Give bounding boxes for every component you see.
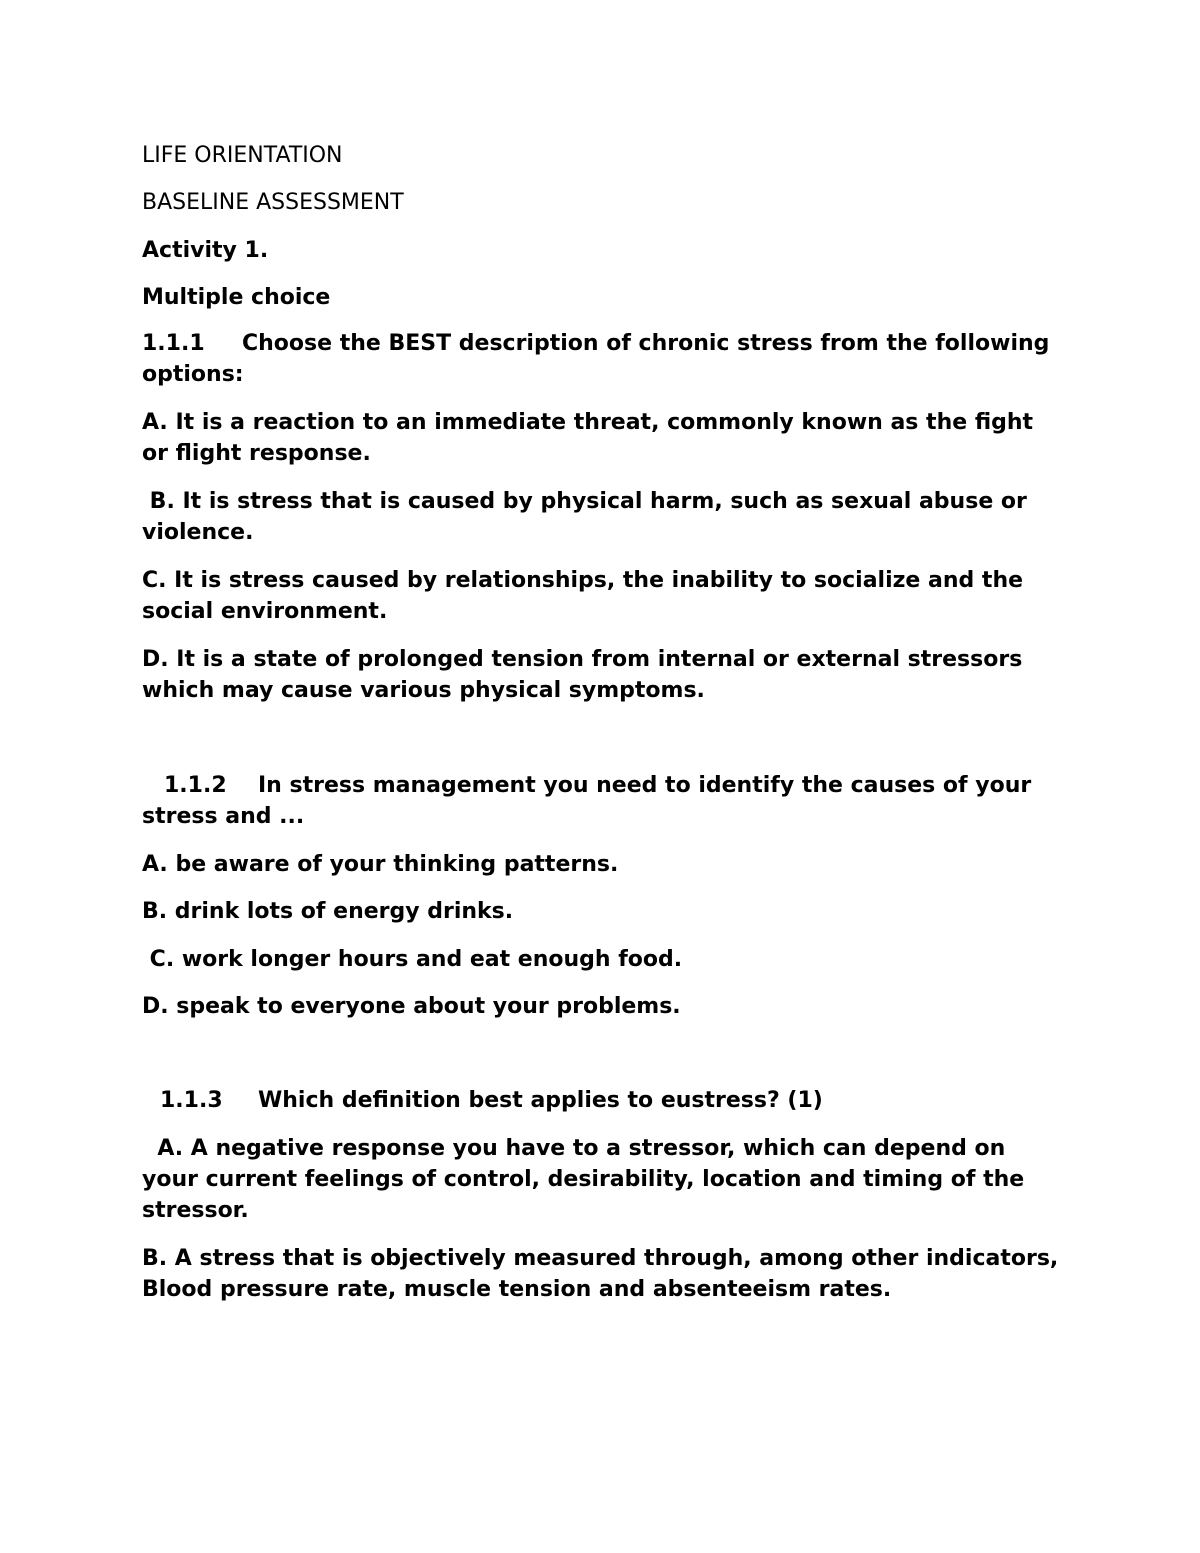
option-1-1-3-a: A. A negative response you have to a stressor, which can depend on your current feelings of control, desirability, location and timing of the stressor. xyxy=(142,1136,1032,1223)
question-prompt: In stress management you need to identify the causes of your stress and ... xyxy=(142,773,1039,829)
option-1-1-2-c: C. work longer hours and eat enough food. xyxy=(142,947,683,972)
option-1-1-1-a: A. It is a reaction to an immediate threat, commonly known as the fight or flight response. xyxy=(142,410,1041,466)
question-1-1-3 xyxy=(142,1085,1062,1116)
option-1-1-1-b: B. It is stress that is caused by physical harm, such as sexual abuse or violence. xyxy=(142,489,1035,545)
activity-heading: Activity 1. xyxy=(142,238,269,263)
question-1-1-2 xyxy=(142,770,1062,832)
question-1-1-1 xyxy=(142,328,1062,390)
question-number: 1.1.1 xyxy=(142,331,205,356)
assessment-heading: BASELINE ASSESSMENT xyxy=(142,190,404,215)
option-1-1-2-b: B. drink lots of energy drinks. xyxy=(142,899,514,924)
option-1-1-2-d: D. speak to everyone about your problems. xyxy=(142,994,681,1019)
question-number: 1.1.2 xyxy=(164,773,227,798)
subject-heading: LIFE ORIENTATION xyxy=(142,143,343,168)
option-1-1-1-c: C. It is stress caused by relationships, the inability to socialize and the social environment. xyxy=(142,568,1031,624)
question-prompt: Which definition best applies to eustress? (1) xyxy=(258,1088,823,1113)
section-heading: Multiple choice xyxy=(142,285,331,310)
question-number: 1.1.3 xyxy=(160,1088,223,1113)
option-1-1-1-d: D. It is a state of prolonged tension from internal or external stressors which may cause various physical symptoms. xyxy=(142,647,1030,703)
question-prompt: Choose the BEST description of chronic stress from the following options: xyxy=(142,331,1058,387)
option-1-1-3-b: B. A stress that is objectively measured through, among other indicators, Blood pressure rate, muscle tension and absenteeism rates. xyxy=(142,1246,1066,1302)
option-1-1-2-a: A. be aware of your thinking patterns. xyxy=(142,852,619,877)
